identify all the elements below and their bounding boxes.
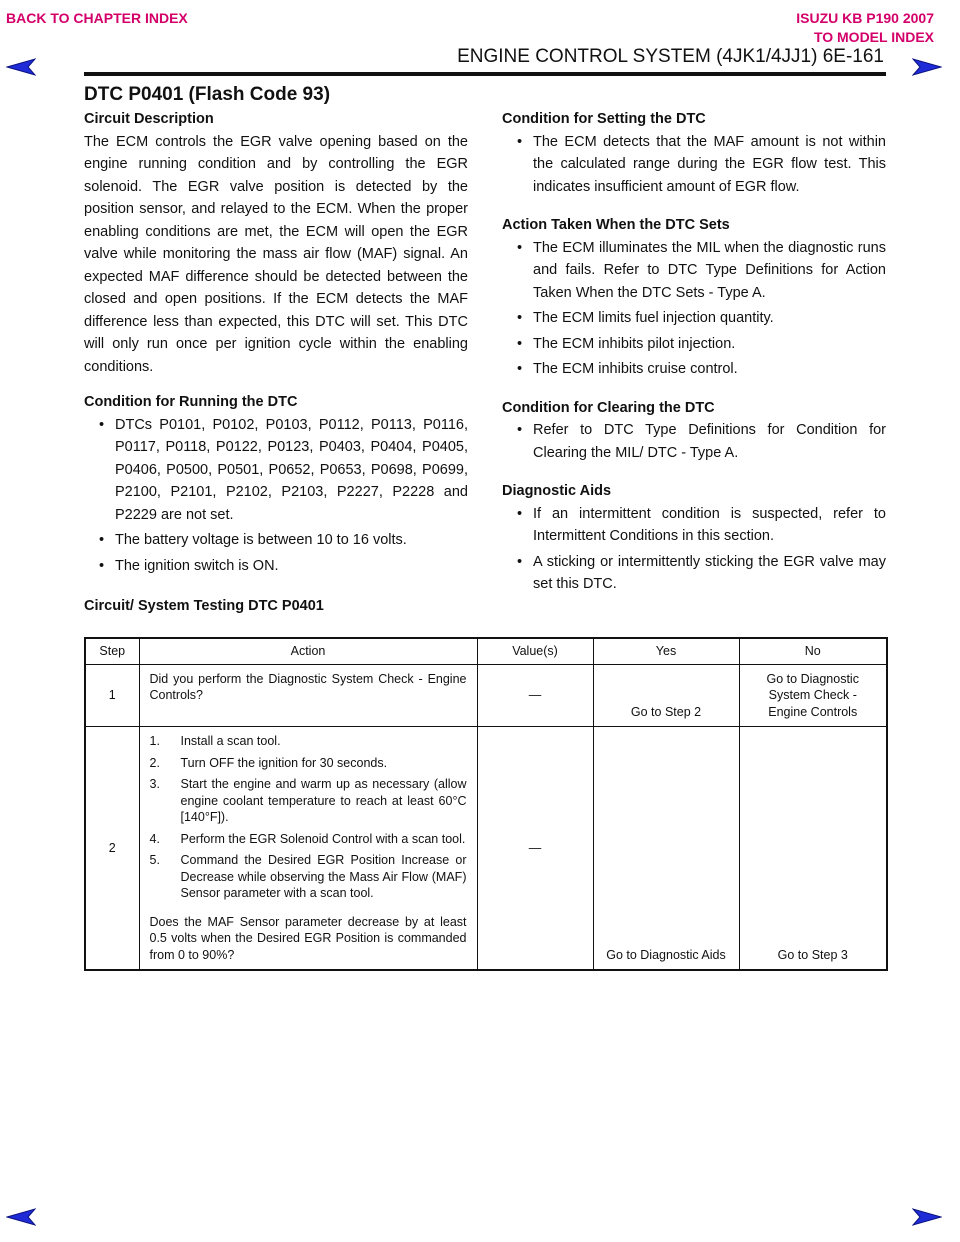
list-item: 1. Install a scan tool.	[149, 734, 281, 748]
list-item: 4. Perform the EGR Solenoid Control with a scan tool.	[149, 831, 466, 846]
diagnostic-aids-heading: Diagnostic Aids	[502, 483, 612, 499]
running-condition-heading: Condition for Running the DTC	[84, 394, 298, 410]
next-page-arrow-bottom-icon[interactable]	[912, 1208, 942, 1226]
column-header-yes: Yes	[593, 638, 739, 664]
table-header-row	[85, 638, 887, 664]
list-item: 3. Start the engine and warm up as necessary (allow engine coolant temperature to reach at least 60°C [140°F]).	[149, 777, 467, 824]
circuit-description-heading: Circuit Description	[84, 111, 214, 127]
circuit-description-text: The ECM controls the EGR valve opening based on the engine running condition and by controlling the EGR solenoid. The EGR valve position is detected by the position sensor, and relayed to the ECM. When the proper enabling conditions are met, the ECM will open the EGR valve while monitoring the mass air flow (MAF) signal. An expected MAF difference should be detected between the closed and open positions. If the ECM detects the MAF difference less than expected, this DTC will set. This DTC will only run once per ignition cycle within the enabling conditions.	[84, 133, 468, 375]
next-page-arrow-icon[interactable]	[912, 58, 942, 76]
list-item: • The ECM inhibits pilot injection.	[517, 335, 736, 352]
action-taken-heading: Action Taken When the DTC Sets	[502, 217, 730, 233]
header-rule	[84, 72, 886, 76]
column-header-step: Step	[85, 638, 139, 664]
step-yes: Go to Step 2	[593, 664, 739, 727]
list-item: • The ECM illuminates the MIL when the diagnostic runs and fails. Refer to DTC Type Definitions for Action Taken When the DTC Sets - Type A.	[517, 239, 886, 301]
list-item: • The ECM detects that the MAF amount is not within the calculated range during the EGR flow test. This indicates insufficient amount of EGR flow.	[517, 133, 886, 195]
step-value: —	[477, 727, 593, 971]
setting-condition-list	[502, 131, 886, 199]
clearing-condition-heading: Condition for Clearing the DTC	[502, 399, 715, 416]
setting-condition-heading: Condition for Setting the DTC	[502, 111, 706, 127]
step-number: 2	[85, 727, 139, 971]
column-header-no: No	[739, 638, 887, 664]
table-row	[85, 664, 887, 727]
list-item: • The ECM inhibits cruise control.	[517, 361, 738, 377]
back-to-chapter-index-link[interactable]: BACK TO CHAPTER INDEX	[6, 10, 188, 26]
step-action: Did you perform the Diagnostic System Check - Engine Controls?	[139, 664, 477, 727]
diagnostic-aids-list	[502, 503, 886, 596]
right-column	[502, 108, 886, 612]
dtc-title: DTC P0401 (Flash Code 93)	[84, 84, 331, 105]
list-item: • The battery voltage is between 10 to 16 volts.	[99, 532, 407, 548]
table-row	[85, 727, 887, 971]
column-header-action: Action	[139, 638, 477, 664]
list-item: • Refer to DTC Type Definitions for Condition for Clearing the MIL/ DTC - Type A.	[517, 422, 886, 461]
step-no: Go to Step 3	[739, 727, 887, 971]
list-item: • If an intermittent condition is suspected, refer to Intermittent Conditions in this section.	[517, 505, 886, 544]
running-condition-list	[84, 414, 468, 578]
list-item: • The ECM limits fuel injection quantity.	[517, 310, 774, 326]
step-value: —	[477, 664, 593, 727]
action-taken-list	[502, 237, 886, 381]
page-header-title: ENGINE CONTROL SYSTEM (4JK1/4JJ1) 6E-161	[457, 46, 884, 67]
column-header-values: Value(s)	[477, 638, 593, 664]
step-number: 1	[85, 664, 139, 727]
left-column	[84, 108, 468, 593]
table-heading: Circuit/ System Testing DTC P0401	[84, 598, 324, 614]
list-item: 2. Turn OFF the ignition for 30 seconds.	[149, 755, 388, 770]
step-yes: Go to Diagnostic Aids	[593, 727, 739, 971]
previous-page-arrow-bottom-icon[interactable]	[6, 1208, 36, 1226]
step-action	[139, 727, 477, 971]
procedure-table	[84, 637, 888, 971]
substep-list	[150, 733, 467, 902]
model-title-link[interactable]: ISUZU KB P190 2007	[796, 10, 934, 26]
step-question: Does the MAF Sensor parameter decrease by at least 0.5 volts when the Desired EGR Position is commanded from 0 to 90%?	[149, 914, 467, 962]
list-item: • DTCs P0101, P0102, P0103, P0112, P0113, P0116, P0117, P0118, P0122, P0123, P0403, P0404, P0405, P0406, P0500, P0501, P0652, P0653, P0698, P0699, P2100, P2101, P2102, P2103, P2227, P2228 and P2229 are not set.	[99, 416, 468, 523]
list-item: 5. Command the Desired EGR Position Increase or Decrease while observing the Mass Air Flow (MAF) Sensor parameter with a scan tool.	[149, 853, 467, 900]
clearing-condition-list	[502, 419, 886, 464]
list-item: • The ignition switch is ON.	[99, 557, 279, 574]
to-model-index-link[interactable]: TO MODEL INDEX	[813, 29, 934, 45]
list-item: • A sticking or intermittently sticking the EGR valve may set this DTC.	[517, 553, 886, 592]
step-no: Go to Diagnostic System Check - Engine Controls	[739, 664, 887, 727]
